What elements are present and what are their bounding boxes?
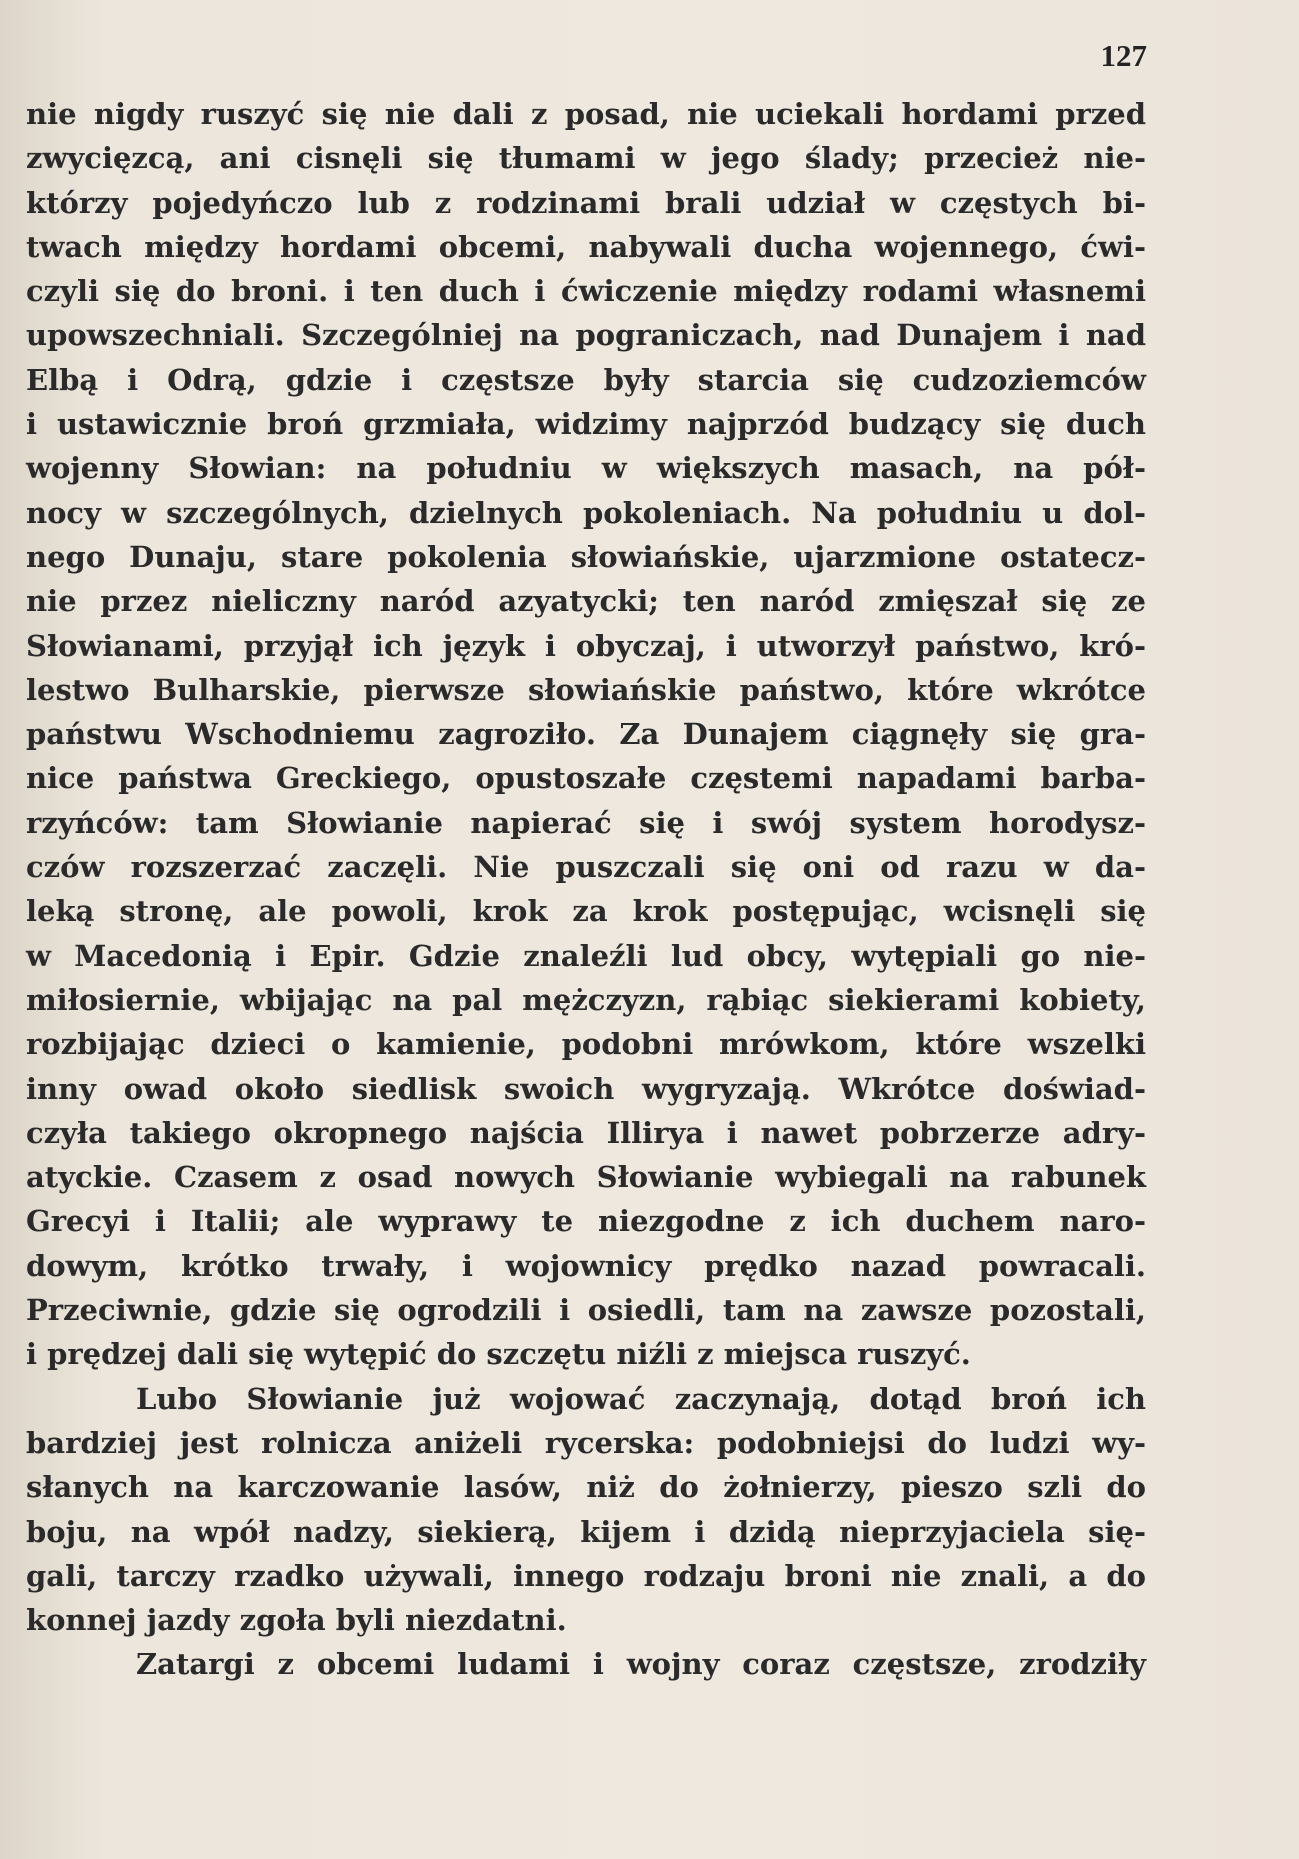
text-line: inny owad około siedlisk swoich wygryzają. Wkrótce doświad- [26, 1071, 1146, 1106]
text-line: miłosiernie, wbijając na pal mężczyzn, rąbiąc siekierami kobiety, [26, 982, 1146, 1017]
text-line: czyła takiego okropnego najścia Illirya i nawet pobrzerze adry- [26, 1115, 1146, 1150]
body-text [26, 92, 1146, 1687]
text-line: czów rozszerzać zaczęli. Nie puszczali się oni od razu w da- [26, 850, 1146, 885]
text-line: czyli się do broni. i ten duch i ćwiczenie między rodami własnemi [26, 274, 1146, 309]
text-line: państwu Wschodniemu zagroziło. Za Dunajem ciągnęły się gra- [26, 717, 1146, 752]
text-line: Zatargi z obcemi ludami i wojny coraz częstsze, zrodziły [136, 1647, 1146, 1682]
text-line: twach między hordami obcemi, nabywali ducha wojennego, ćwi- [26, 229, 1146, 264]
text-line: nocy w szczególnych, dzielnych pokoleniach. Na południu u dol- [26, 495, 1146, 530]
text-line: i ustawicznie broń grzmiała, widzimy najprzód budzący się duch [26, 407, 1146, 442]
text-line: lestwo Bulharskie, pierwsze słowiańskie państwo, które wkrótce [26, 672, 1146, 707]
text-line: rozbijając dzieci o kamienie, podobni mrówkom, które wszelki [26, 1027, 1146, 1062]
text-line: Lubo Słowianie już wojować zaczynają, dotąd broń ich [136, 1381, 1146, 1416]
text-line: Grecyi i Italii; ale wyprawy te niezgodne z ich duchem naro- [26, 1204, 1146, 1239]
text-line: bardziej jest rolnicza aniżeli rycerska: podobniejsi do ludzi wy- [26, 1425, 1146, 1460]
text-line: Przeciwnie, gdzie się ogrodzili i osiedli, tam na zawsze pozostali, [26, 1293, 1146, 1328]
text-line: w Macedonią i Epir. Gdzie znaleźli lud obcy, wytępiali go nie- [26, 938, 1146, 973]
text-line: rzyńców: tam Słowianie napierać się i swój system horodysz- [26, 805, 1146, 840]
text-line: leką stronę, ale powoli, krok za krok postępując, wcisnęli się [26, 894, 1146, 929]
text-line: atyckie. Czasem z osad nowych Słowianie wybiegali na rabunek [26, 1160, 1146, 1195]
text-line: zwycięzcą, ani cisnęli się tłumami w jego ślady; przecież nie- [26, 141, 1146, 176]
text-line: i prędzej dali się wytępić do szczętu niźli z miejsca ruszyć. [26, 1337, 971, 1372]
text-line: wojenny Słowian: na południu w większych masach, na pół- [26, 451, 1146, 486]
text-line: nie przez nieliczny naród azyatycki; ten naród zmięszał się ze [26, 584, 1146, 619]
text-line: Słowianami, przyjął ich język i obyczaj, i utworzył państwo, kró- [26, 628, 1146, 663]
text-line: nego Dunaju, stare pokolenia słowiańskie, ujarzmione ostatecz- [26, 539, 1146, 574]
text-line: boju, na wpół nadzy, siekierą, kijem i dzidą nieprzyjaciela się- [26, 1514, 1146, 1549]
text-line: nie nigdy ruszyć się nie dali z posad, nie uciekali hordami przed [26, 97, 1146, 131]
text-line: upowszechniali. Szczególniej na pograniczach, nad Dunajem i nad [26, 318, 1146, 353]
text-line: nice państwa Greckiego, opustoszałe częstemi napadami barba- [26, 761, 1146, 796]
text-line: słanych na karczowanie lasów, niż do żołnierzy, pieszo szli do [26, 1470, 1146, 1505]
text-line: Elbą i Odrą, gdzie i częstsze były starcia się cudzoziemców [26, 362, 1146, 397]
page-number: 127 [1100, 38, 1147, 73]
text-line: konnej jazdy zgoła byli niezdatni. [26, 1603, 567, 1638]
text-line: którzy pojedyńczo lub z rodzinami brali udział w częstych bi- [26, 185, 1146, 220]
text-line: dowym, krótko trwały, i wojownicy prędko nazad powracali. [26, 1248, 1146, 1283]
text-line: gali, tarczy rzadko używali, innego rodzaju broni nie znali, a do [26, 1558, 1146, 1593]
